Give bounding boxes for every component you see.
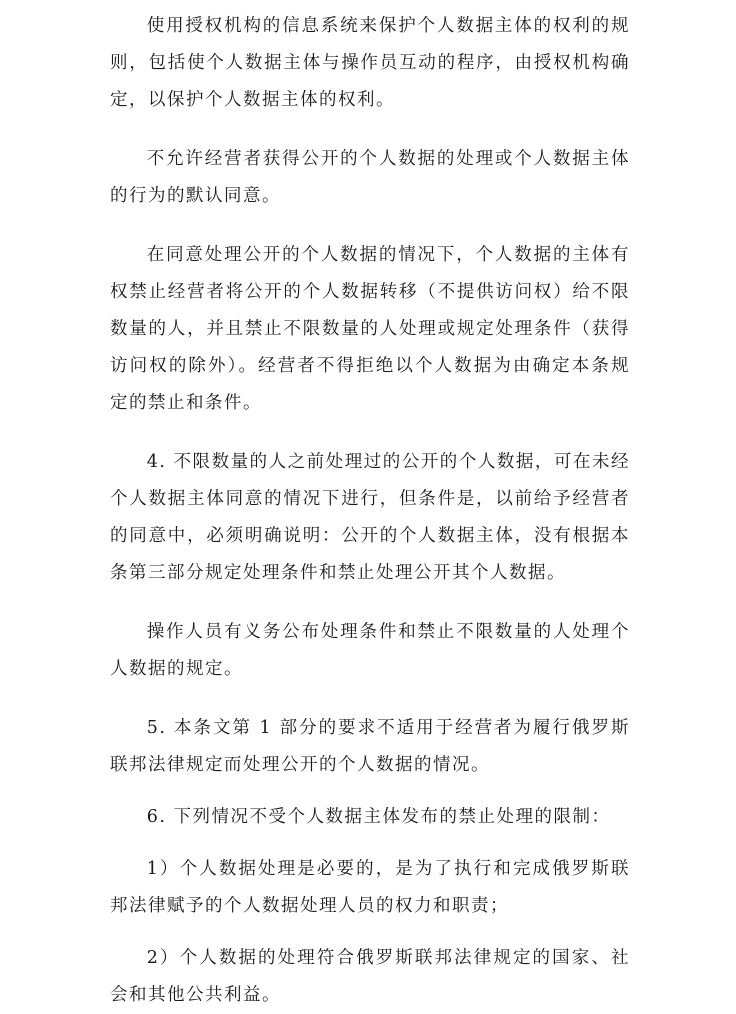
paragraph-item-5: 5. 本条文第 1 部分的要求不适用于经营者为履行俄罗斯联邦法律规定而处理公开的个人数据的情况。 [110, 718, 630, 775]
paragraph-default-consent: 不允许经营者获得公开的个人数据的处理或个人数据主体的行为的默认同意。 [110, 149, 630, 206]
document-page [110, 8, 630, 1014]
paragraph-auth-system-rules: 使用授权机构的信息系统来保护个人数据主体的权利的规则，包括使个人数据主体与操作员互动的程序，由授权机构确定，以保护个人数据主体的权利。 [110, 16, 630, 110]
paragraph-operator-obligation: 操作人员有义务公布处理条件和禁止不限数量的人处理个人数据的规定。 [110, 622, 630, 679]
paragraph-item-4: 4. 不限数量的人之前处理过的公开的个人数据，可在未经个人数据主体同意的情况下进行，但条件是，以前给予经营者的同意中，必须明确说明：公开的个人数据主体，没有根据本条第三部分规定处理条件和禁止处理公开其个人数据。 [110, 452, 630, 583]
paragraph-item-6: 6. 下列情况不受个人数据主体发布的禁止处理的限制： [146, 807, 611, 827]
list-item-1: 1）个人数据处理是必要的，是为了执行和完成俄罗斯联邦法律赋予的个人数据处理人员的权力和职责； [110, 859, 630, 916]
paragraph-consent-prohibition: 在同意处理公开的个人数据的情况下，个人数据的主体有权禁止经营者将公开的个人数据转移（不提供访问权）给不限数量的人，并且禁止不限数量的人处理或规定处理条件（获得访问权的除外）。经营者不得拒绝以个人数据为由确定本条规定的禁止和条件。 [110, 245, 630, 413]
list-item-2: 2）个人数据的处理符合俄罗斯联邦法律规定的国家、社会和其他公共利益。 [110, 948, 630, 1005]
